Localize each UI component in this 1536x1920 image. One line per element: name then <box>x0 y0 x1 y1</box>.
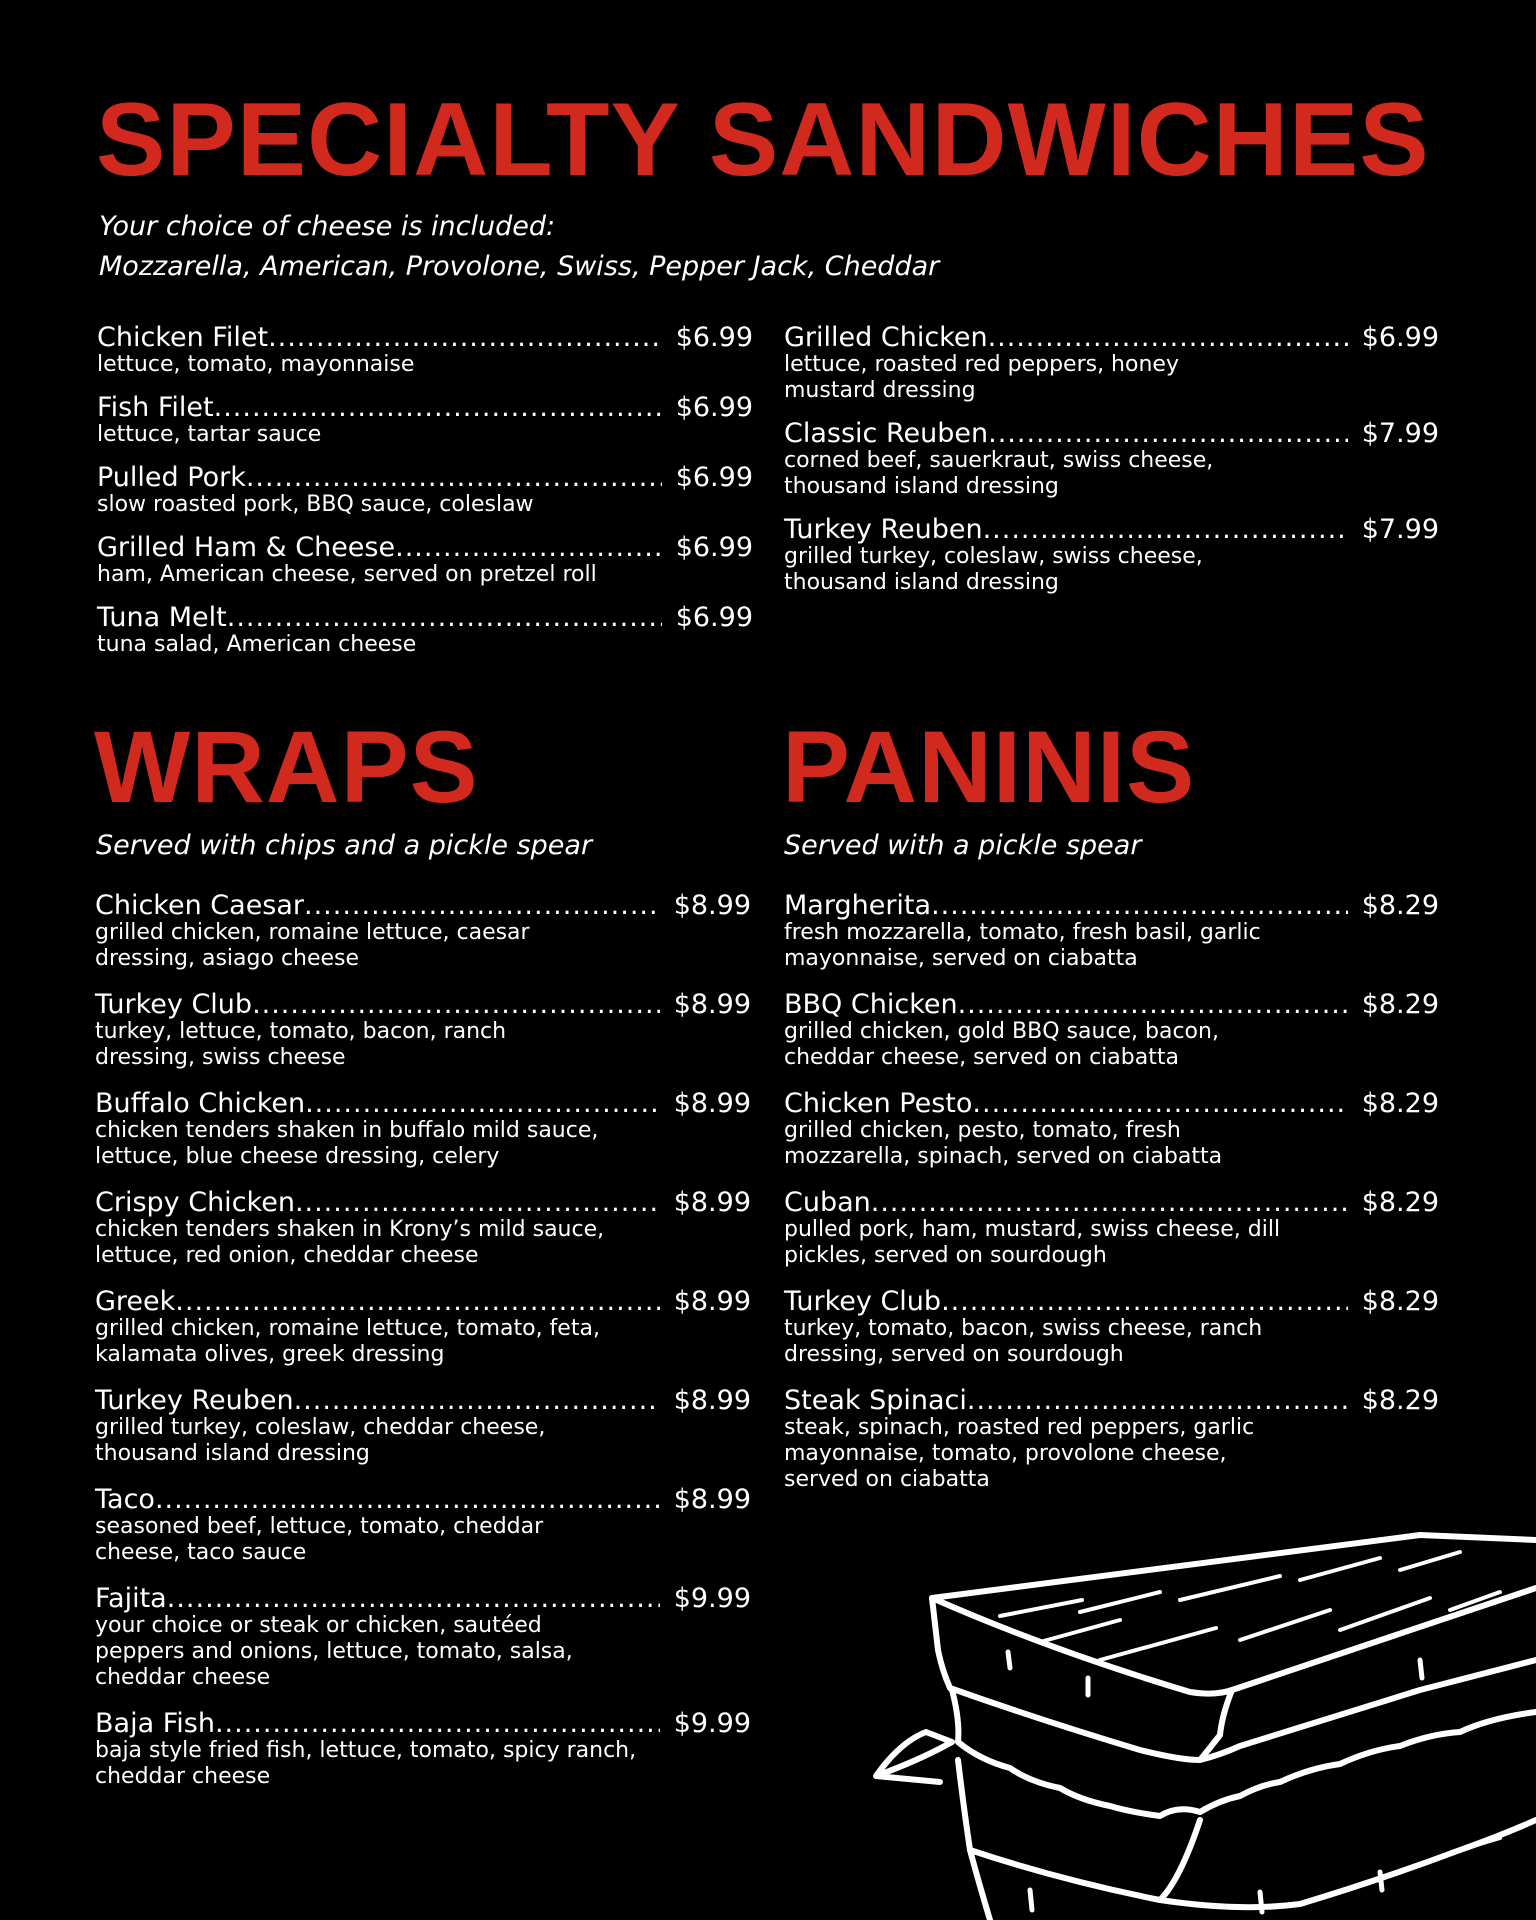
item-description: lettuce, tomato, mayonnaise <box>97 352 415 377</box>
item-name: Turkey Club <box>784 1286 942 1317</box>
menu-item <box>784 322 1439 404</box>
item-price: $6.99 <box>675 462 753 493</box>
item-price: $8.99 <box>673 989 751 1020</box>
description-line: dressing, swiss cheese <box>95 1045 346 1070</box>
item-name: Crispy Chicken <box>95 1187 295 1218</box>
description-line: grilled chicken, pesto, tomato, fresh <box>784 1118 1181 1143</box>
dot-leader <box>295 1187 660 1219</box>
menu-item <box>95 989 751 1071</box>
item-name: Buffalo Chicken <box>95 1088 306 1119</box>
menu-item <box>95 1187 751 1269</box>
dot-leader <box>305 1088 660 1120</box>
menu-item <box>97 532 753 588</box>
description-line: cheddar cheese, served on ciabatta <box>784 1045 1179 1070</box>
dot-leader <box>227 602 662 634</box>
item-description <box>784 1415 1439 1493</box>
dot-leader <box>155 1484 660 1516</box>
item-description <box>95 1019 751 1071</box>
item-price: $6.99 <box>1361 322 1439 353</box>
description-line: steak, spinach, roasted red peppers, garlic <box>784 1415 1255 1440</box>
specialty-sandwiches-title: SPECIALTY SANDWICHES <box>96 82 1430 198</box>
menu-item <box>784 1286 1439 1368</box>
description-line: seasoned beef, lettuce, tomato, cheddar <box>95 1514 544 1539</box>
dot-leader <box>294 1385 660 1417</box>
dot-leader <box>167 1583 660 1615</box>
description-line: grilled turkey, coleslaw, cheddar cheese, <box>95 1415 546 1440</box>
menu-item <box>784 1385 1439 1493</box>
menu-item <box>97 322 753 378</box>
description-line: dressing, served on sourdough <box>784 1342 1124 1367</box>
item-description <box>784 1118 1439 1170</box>
dot-leader <box>983 514 1348 546</box>
dot-leader <box>304 890 660 922</box>
menu-item <box>97 392 753 448</box>
description-line: chicken tenders shaken in buffalo mild sauce, <box>95 1118 599 1143</box>
sandwich-chalk-drawing-icon <box>860 1520 1536 1920</box>
menu-item <box>784 989 1439 1071</box>
menu-item <box>95 1385 751 1467</box>
menu-item <box>97 602 753 658</box>
item-price: $6.99 <box>675 322 753 353</box>
item-name: Greek <box>95 1286 176 1317</box>
description-line: turkey, tomato, bacon, swiss cheese, ranch <box>784 1316 1263 1341</box>
item-price: $9.99 <box>673 1708 751 1739</box>
description-line: chicken tenders shaken in Krony’s mild sauce, <box>95 1217 605 1242</box>
description-line: pickles, served on sourdough <box>784 1243 1107 1268</box>
dot-leader <box>941 1286 1348 1318</box>
item-description <box>95 1316 751 1368</box>
dot-leader <box>967 1385 1348 1417</box>
menu-item <box>97 462 753 518</box>
item-name: Tuna Melt <box>97 602 227 633</box>
item-name: Classic Reuben <box>784 418 989 449</box>
dot-leader <box>252 989 660 1021</box>
item-price: $8.29 <box>1361 890 1439 921</box>
description-line: mayonnaise, served on ciabatta <box>784 946 1138 971</box>
item-price: $8.29 <box>1361 989 1439 1020</box>
dot-leader <box>214 392 662 424</box>
description-line: peppers and onions, lettuce, tomato, salsa, <box>95 1639 573 1664</box>
item-name: Baja Fish <box>95 1708 215 1739</box>
item-price: $8.29 <box>1361 1385 1439 1416</box>
item-description <box>95 1738 751 1790</box>
item-name: Turkey Reuben <box>784 514 983 545</box>
item-name: Chicken Pesto <box>784 1088 973 1119</box>
dot-leader <box>175 1286 659 1318</box>
item-price: $9.99 <box>673 1583 751 1614</box>
description-line: pulled pork, ham, mustard, swiss cheese, dill <box>784 1217 1281 1242</box>
item-name: Margherita <box>784 890 932 921</box>
description-line: cheese, taco sauce <box>95 1540 307 1565</box>
description-line: baja style fried fish, lettuce, tomato, spicy ranch, <box>95 1738 637 1763</box>
cheese-options: Mozzarella, American, Provolone, Swiss, Pepper Jack, Cheddar <box>99 251 940 282</box>
description-line: mozzarella, spinach, served on ciabatta <box>784 1144 1223 1169</box>
item-description <box>784 1217 1439 1269</box>
paninis-list <box>784 890 1439 1510</box>
item-description <box>95 1415 751 1467</box>
item-description: grilled turkey, coleslaw, swiss cheese, thousand island dressing <box>784 544 1203 595</box>
item-description: ham, American cheese, served on pretzel roll <box>97 562 597 587</box>
item-price: $8.29 <box>1361 1187 1439 1218</box>
dot-leader <box>246 462 662 494</box>
menu-item <box>95 890 751 972</box>
dot-leader <box>988 322 1348 354</box>
description-line: your choice or steak or chicken, sautéed <box>95 1613 542 1638</box>
item-description: lettuce, tartar sauce <box>97 422 322 447</box>
menu-item <box>784 1088 1439 1170</box>
menu-item <box>784 890 1439 972</box>
menu-item <box>95 1583 751 1691</box>
dot-leader <box>395 532 662 564</box>
item-name: Steak Spinaci <box>784 1385 967 1416</box>
menu-item <box>95 1708 751 1790</box>
dot-leader <box>988 418 1348 450</box>
description-line: grilled chicken, romaine lettuce, caesar <box>95 920 530 945</box>
dot-leader <box>268 322 662 354</box>
item-description <box>95 1613 751 1691</box>
item-description: lettuce, roasted red peppers, honey mustard dressing <box>784 352 1179 403</box>
cheese-included-note: Your choice of cheese is included: <box>99 211 556 242</box>
description-line: fresh mozzarella, tomato, fresh basil, garlic <box>784 920 1261 945</box>
item-description <box>95 1514 751 1566</box>
item-price: $8.99 <box>673 1484 751 1515</box>
menu-item <box>784 418 1439 500</box>
description-line: grilled chicken, romaine lettuce, tomato, feta, <box>95 1316 600 1341</box>
item-description <box>95 1118 751 1170</box>
dot-leader <box>972 1088 1347 1120</box>
wraps-title: WRAPS <box>94 710 479 824</box>
paninis-title: PANINIS <box>782 710 1196 824</box>
item-name: Chicken Filet <box>97 322 269 353</box>
item-price: $8.29 <box>1361 1286 1439 1317</box>
item-description <box>784 920 1439 972</box>
item-price: $8.99 <box>673 1187 751 1218</box>
item-description <box>95 920 751 972</box>
item-name: Chicken Caesar <box>95 890 305 921</box>
item-price: $8.99 <box>673 890 751 921</box>
description-line: lettuce, red onion, cheddar cheese <box>95 1243 479 1268</box>
description-line: dressing, asiago cheese <box>95 946 360 971</box>
description-line: turkey, lettuce, tomato, bacon, ranch <box>95 1019 507 1044</box>
dot-leader <box>871 1187 1348 1219</box>
item-name: BBQ Chicken <box>784 989 958 1020</box>
menu-item <box>784 514 1439 596</box>
item-price: $7.99 <box>1361 514 1439 545</box>
item-name: Pulled Pork <box>97 462 246 493</box>
paninis-subtitle: Served with a pickle spear <box>784 830 1142 861</box>
item-description <box>784 1019 1439 1071</box>
description-line: thousand island dressing <box>95 1441 370 1466</box>
item-price: $8.29 <box>1361 1088 1439 1119</box>
dot-leader <box>958 989 1348 1021</box>
item-price: $7.99 <box>1361 418 1439 449</box>
description-line: cheddar cheese <box>95 1764 271 1789</box>
dot-leader <box>931 890 1348 922</box>
item-name: Fish Filet <box>97 392 214 423</box>
item-name: Fajita <box>95 1583 167 1614</box>
item-price: $8.99 <box>673 1088 751 1119</box>
specialty-right-column <box>784 322 1439 610</box>
item-price: $6.99 <box>675 392 753 423</box>
item-description: tuna salad, American cheese <box>97 632 417 657</box>
menu-item <box>95 1088 751 1170</box>
description-line: kalamata olives, greek dressing <box>95 1342 445 1367</box>
item-name: Turkey Reuben <box>95 1385 294 1416</box>
item-description <box>784 1316 1439 1368</box>
menu-item <box>95 1484 751 1566</box>
description-line: cheddar cheese <box>95 1665 271 1690</box>
menu-item <box>784 1187 1439 1269</box>
item-name: Grilled Ham & Cheese <box>97 532 396 563</box>
specialty-sandwiches-subtitle <box>99 207 939 287</box>
description-line: lettuce, blue cheese dressing, celery <box>95 1144 500 1169</box>
menu-item <box>95 1286 751 1368</box>
description-line: served on ciabatta <box>784 1467 990 1492</box>
description-line: mayonnaise, tomato, provolone cheese, <box>784 1441 1227 1466</box>
item-price: $8.99 <box>673 1286 751 1317</box>
item-name: Taco <box>95 1484 155 1515</box>
description-line: grilled chicken, gold BBQ sauce, bacon, <box>784 1019 1219 1044</box>
wraps-list <box>95 890 751 1807</box>
specialty-left-column <box>97 322 753 672</box>
item-price: $6.99 <box>675 602 753 633</box>
item-name: Turkey Club <box>95 989 253 1020</box>
dot-leader <box>215 1708 660 1740</box>
item-name: Grilled Chicken <box>784 322 988 353</box>
item-description: slow roasted pork, BBQ sauce, coleslaw <box>97 492 534 517</box>
item-price: $6.99 <box>675 532 753 563</box>
item-description <box>95 1217 751 1269</box>
item-description: corned beef, sauerkraut, swiss cheese, thousand island dressing <box>784 448 1214 499</box>
item-name: Cuban <box>784 1187 871 1218</box>
wraps-subtitle: Served with chips and a pickle spear <box>96 830 593 861</box>
item-price: $8.99 <box>673 1385 751 1416</box>
